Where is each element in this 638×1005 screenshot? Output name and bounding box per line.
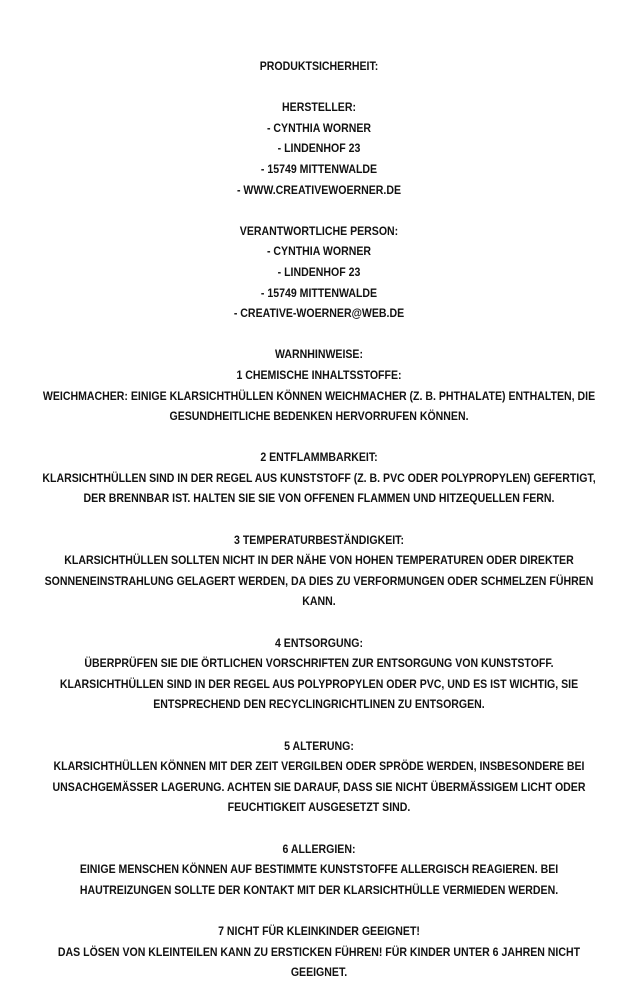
manufacturer-city: - 15749 MITTENWALDE xyxy=(260,161,378,176)
spacer xyxy=(68,427,570,448)
manufacturer-name: - CYNTHIA WORNER xyxy=(266,120,372,135)
spacer xyxy=(68,818,570,839)
warning-text: EINIGE MENSCHEN KÖNNEN AUF BESTIMMTE KUNSTSTOFFE ALLERGISCH REAGIEREN. BEI HAUTREIZUNGEN SOLLTE DER KONTAKT MIT DER KLARSICHTHÜLLE VERMIEDEN WERDEN. xyxy=(79,862,559,897)
spacer xyxy=(68,324,570,345)
spacer xyxy=(68,715,570,736)
responsible-name: - CYNTHIA WORNER xyxy=(266,244,372,259)
warning-text: KLARSICHTHÜLLEN SOLLTEN NICHT IN DER NÄHE VON HOHEN TEMPERATUREN ODER DIREKTER SONNENEINSTRAHLUNG GELAGERT WERDEN, DA DIES ZU VERFORMUNGEN ODER SCHMELZEN FÜHREN KANN. xyxy=(44,553,594,609)
warning-title: 1 CHEMISCHE INHALTSSTOFFE: xyxy=(236,367,402,382)
manufacturer-title: HERSTELLER: xyxy=(282,100,356,115)
responsible-title: VERANTWORTLICHE PERSON: xyxy=(239,223,399,238)
warning-text: KLARSICHTHÜLLEN SIND IN DER REGEL AUS KUNSTSTOFF (Z. B. PVC ODER POLYPROPYLEN) GEFERTIGT, DER BRENNBAR IST. HALTEN SIE SIE VON OFFENEN FLAMMEN UND HITZEQUELLEN FERN. xyxy=(42,470,596,506)
spacer xyxy=(68,612,570,633)
spacer xyxy=(68,77,570,98)
warning-title: 2 ENTFLAMMBARKEIT: xyxy=(260,450,378,465)
manufacturer-website: - WWW.CREATIVEWOERNER.DE xyxy=(236,182,402,197)
warning-text: DAS LÖSEN VON KLEINTEILEN KANN ZU ERSTICKEN FÜHREN! FÜR KINDER UNTER 6 JAHREN NICHT GEEIGNET. xyxy=(57,944,581,980)
warning-text: ÜBERPRÜFEN SIE DIE ÖRTLICHEN VORSCHRIFTEN ZUR ENTSORGUNG VON KUNSTSTOFF. KLARSICHTHÜLLEN SIND IN DER REGEL AUS POLYPROPYLEN ODER PVC, UND ES IST WICHTIG, SIE ENTSPRECHEND DEN RECYCLINGRICHTLINEN ZU ENTSORGEN. xyxy=(59,656,579,712)
spacer xyxy=(68,509,570,530)
spacer xyxy=(68,900,570,921)
warnings-title: WARNHINWEISE: xyxy=(275,347,363,362)
warning-title: 3 TEMPERATURBESTÄNDIGKEIT: xyxy=(234,532,404,547)
warning-text: KLARSICHTHÜLLEN KÖNNEN MIT DER ZEIT VERGILBEN ODER SPRÖDE WERDEN, INSBESONDERE BEI UNSACHGEMÄSSER LAGERUNG. ACHTEN SIE DARAUF, DASS SIE NICHT ÜBERMÄSSIGEM LICHT ODER FEUCHTIGKEIT AUSGESETZT SIND. xyxy=(52,759,586,815)
warning-title: 4 ENTSORGUNG: xyxy=(274,635,363,650)
document-heading: PRODUKTSICHERHEIT: xyxy=(259,59,379,73)
responsible-city: - 15749 MITTENWALDE xyxy=(260,285,378,300)
responsible-email: - CREATIVE-WOERNER@WEB.DE xyxy=(233,306,405,321)
warning-title: 5 ALTERUNG: xyxy=(284,738,354,753)
warning-text: WEICHMACHER: EINIGE KLARSICHTHÜLLEN KÖNNEN WEICHMACHER (Z. B. PHTHALATE) ENTHALTEN, DIE GESUNDHEITLICHE BEDENKEN HERVORRUFEN KÖNNEN. xyxy=(42,388,596,424)
safety-text-block xyxy=(42,56,596,983)
manufacturer-street: - LINDENHOF 23 xyxy=(277,141,361,156)
responsible-street: - LINDENHOF 23 xyxy=(277,264,361,279)
spacer xyxy=(68,200,570,221)
warning-title: 7 NICHT FÜR KLEINKINDER GEEIGNET! xyxy=(218,923,420,938)
warning-title: 6 ALLERGIEN: xyxy=(282,841,356,856)
